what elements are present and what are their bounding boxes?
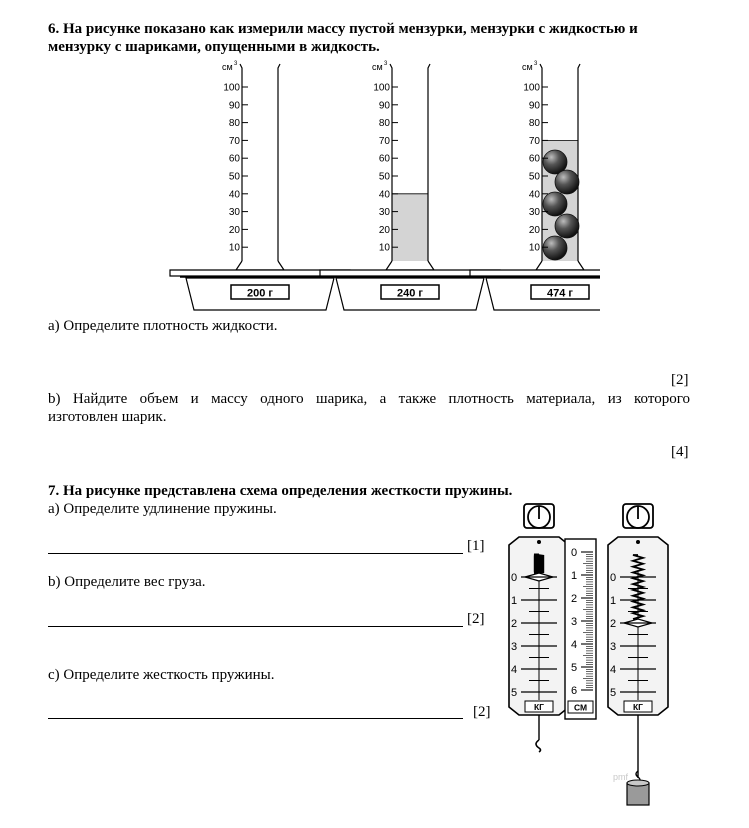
scale-label: 10: [228, 242, 240, 254]
dyno-scale-label: 3: [510, 641, 518, 653]
ruler-scale-label: 6: [570, 685, 578, 697]
q6-part-b-line2: изготовлен шарик.: [48, 409, 167, 425]
metal-ball: [555, 214, 579, 238]
q6-part-a: а) Определите плотность жидкости.: [48, 318, 278, 334]
cylinder-foot: [536, 261, 584, 270]
q7-part-b: b) Определите вес груза.: [48, 574, 206, 590]
q6-title: 6. На рисунке показано как измерили массу пустой мензурки, мензурки с жидкостью и: [48, 21, 638, 37]
cylinder-right-wall: [578, 64, 580, 265]
scale-label: 40: [378, 189, 390, 201]
ruler-scale-label: 1: [570, 570, 578, 582]
unit-superscript: 3: [384, 61, 388, 67]
scale-label: 100: [373, 82, 390, 94]
scale-label: 80: [378, 118, 390, 130]
q6-part-b-line1: b) Найдите объем и массу одного шарика, а также плотность материала, из которого: [48, 391, 690, 407]
q6-part-b-score: [4]: [671, 444, 689, 460]
bottom-hook: [536, 740, 541, 752]
mass-reading: 474 г: [547, 287, 573, 300]
unit-label: см: [372, 62, 383, 72]
scale-label: 40: [228, 189, 240, 201]
mass-reading: 200 г: [247, 287, 273, 300]
scale-label: 80: [228, 118, 240, 130]
cylinder-foot: [236, 261, 284, 270]
ruler-scale-label: 5: [570, 662, 578, 674]
dyno-unit-label: КГ: [632, 702, 644, 712]
ruler: [565, 539, 596, 719]
ruler-unit-label: СМ: [573, 702, 588, 713]
spring-scale-unloaded: [509, 504, 569, 752]
dyno-scale-label: 0: [609, 572, 617, 584]
answer-line-c[interactable]: [48, 718, 463, 719]
dyno-scale-label: 2: [510, 618, 518, 630]
ruler-scale-label: 3: [570, 616, 578, 628]
scale-label: 60: [228, 153, 240, 165]
q7-part-c-score: [2]: [473, 704, 491, 720]
spring-scale-loaded: [608, 504, 668, 805]
dyno-scale-label: 3: [609, 641, 617, 653]
dyno-scale-label: 0: [510, 572, 518, 584]
answer-line-b[interactable]: [48, 626, 463, 627]
cylinder-left-wall: [540, 64, 542, 265]
dyno-scale-label: 1: [510, 595, 518, 607]
metal-ball: [543, 236, 567, 260]
scale-label: 20: [528, 224, 540, 236]
mass-reading: 240 г: [397, 287, 423, 300]
dyno-scale-label: 4: [510, 664, 518, 676]
watermark: pmf: [613, 772, 629, 782]
q6-title-line2: мензурку с шариками, опущенными в жидкость.: [48, 39, 380, 55]
unit-label: см: [522, 62, 533, 72]
cylinder-foot: [386, 261, 434, 270]
scale-label: 50: [228, 171, 240, 183]
metal-ball: [543, 192, 567, 216]
dyno-scale-label: 1: [609, 595, 617, 607]
unit-superscript: 3: [534, 61, 538, 67]
scale-label: 30: [528, 207, 540, 219]
unit-superscript: 3: [234, 61, 238, 67]
scale-label: 10: [378, 242, 390, 254]
cylinder-right-wall: [428, 64, 430, 265]
scale-label: 70: [228, 135, 240, 147]
cylinder-left-wall: [390, 64, 392, 265]
metal-ball: [555, 170, 579, 194]
scale-platform: [470, 270, 600, 276]
q7-part-c: c) Определите жесткость пружины.: [48, 667, 275, 683]
screw: [636, 540, 640, 544]
scale-label: 50: [378, 171, 390, 183]
scale-label: 20: [378, 224, 390, 236]
screw: [537, 540, 541, 544]
scale-label: 20: [228, 224, 240, 236]
cylinder-left-wall: [240, 64, 242, 265]
answer-line-a[interactable]: [48, 553, 463, 554]
cylinder-right-wall: [278, 64, 280, 265]
ruler-scale-label: 2: [570, 593, 578, 605]
q6-part-a-score: [2]: [671, 372, 689, 388]
ruler-scale-label: 4: [570, 639, 578, 651]
dyno-scale-label: 5: [510, 687, 518, 699]
scale-label: 30: [378, 207, 390, 219]
dyno-scale-label: 2: [609, 618, 617, 630]
scale-label: 90: [228, 100, 240, 112]
q7-part-a-score: [1]: [467, 538, 485, 554]
q7-part-a: а) Определите удлинение пружины.: [48, 501, 277, 517]
scale-label: 60: [378, 153, 390, 165]
scale-label: 90: [378, 100, 390, 112]
scale-label: 70: [378, 135, 390, 147]
scale-label: 80: [528, 118, 540, 130]
scale-label: 50: [528, 171, 540, 183]
q7-title: 7. На рисунке представлена схема определения жесткости пружины.: [48, 483, 513, 499]
scale-label: 100: [523, 82, 540, 94]
scale-label: 30: [228, 207, 240, 219]
scale-label: 40: [528, 189, 540, 201]
spring: [534, 555, 544, 573]
graduated-cylinders-figure: [160, 56, 600, 316]
spring-scales-figure: [495, 495, 685, 815]
unit-label: см: [222, 62, 233, 72]
scale-label: 60: [528, 153, 540, 165]
dyno-scale-label: 5: [609, 687, 617, 699]
scale-label: 10: [528, 242, 540, 254]
scale-label: 70: [528, 135, 540, 147]
dyno-unit-label: КГ: [533, 702, 545, 712]
ruler-scale-label: 0: [570, 547, 578, 559]
weight-top: [627, 780, 649, 786]
dyno-scale-label: 4: [609, 664, 617, 676]
cylinder-3: [470, 61, 600, 310]
scale-label: 100: [223, 82, 240, 94]
q7-part-b-score: [2]: [467, 611, 485, 627]
scale-label: 90: [528, 100, 540, 112]
